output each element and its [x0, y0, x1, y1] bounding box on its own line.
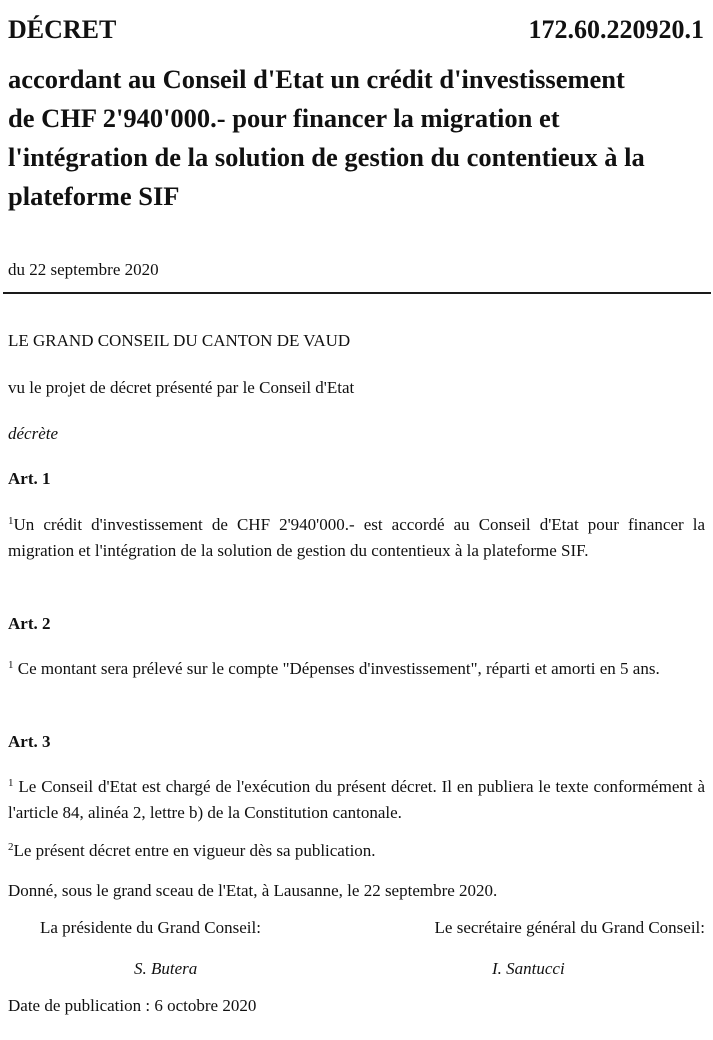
article-3-paragraph-1 [8, 774, 705, 825]
article-1-title: Art. 1 [8, 469, 51, 488]
closing-formula: Donné, sous le grand sceau de l'Etat, à Lausanne, le 22 septembre 2020. [8, 881, 498, 900]
paragraph-text: Ce montant sera prélevé sur le compte "Dépenses d'investissement", réparti et amorti en 5 ans. [17, 659, 660, 678]
document-number: 172.60.220920.1 [528, 15, 704, 44]
header-divider [3, 292, 711, 294]
signature-left-name: S. Butera [134, 959, 198, 978]
paragraph-text: Le Conseil d'Etat est chargé de l'exécution du présent décret. Il en publiera le texte conformément à l'article 84, alinéa 2, lettre b) de la Constitution cantonale. [8, 777, 706, 822]
decree-subject: accordant au Conseil d'Etat un crédit d'investissement de CHF 2'940'000.- pour financer la migration et l'intégration de la solution de gestion du contentieux à la plateforme SIF [8, 64, 645, 211]
signature-right-name: I. Santucci [492, 959, 565, 978]
article-2-paragraph-1 [8, 656, 705, 682]
paragraph-number: 1 [8, 777, 14, 789]
article-2-title: Art. 2 [8, 614, 51, 633]
paragraph-number: 2 [8, 841, 14, 853]
document-type: DÉCRET [8, 15, 117, 44]
considerant-line: vu le projet de décret présenté par le Conseil d'Etat [8, 378, 355, 397]
paragraph-text: Le présent décret entre en vigueur dès sa publication. [13, 841, 376, 860]
paragraph-number: 1 [8, 659, 14, 671]
article-3-paragraph-2 [8, 838, 705, 864]
document-header [8, 14, 704, 46]
signature-left-role: La présidente du Grand Conseil: [40, 918, 261, 937]
decrete-line: décrète [8, 424, 59, 443]
decree-date: du 22 septembre 2020 [8, 260, 159, 279]
publication-date: Date de publication : 6 octobre 2020 [8, 996, 257, 1015]
signature-right-role: Le secrétaire général du Grand Conseil: [434, 918, 705, 937]
article-3-title: Art. 3 [8, 732, 51, 751]
paragraph-text: Un crédit d'investissement de CHF 2'940'000.- est accordé au Conseil d'Etat pour financer la migration et l'intégration de la solution de gestion du contentieux à la plateforme SIF. [8, 515, 705, 560]
authority-line: LE GRAND CONSEIL DU CANTON DE VAUD [8, 331, 351, 350]
article-1-paragraph-1 [8, 512, 705, 563]
paragraph-number: 1 [8, 515, 14, 527]
